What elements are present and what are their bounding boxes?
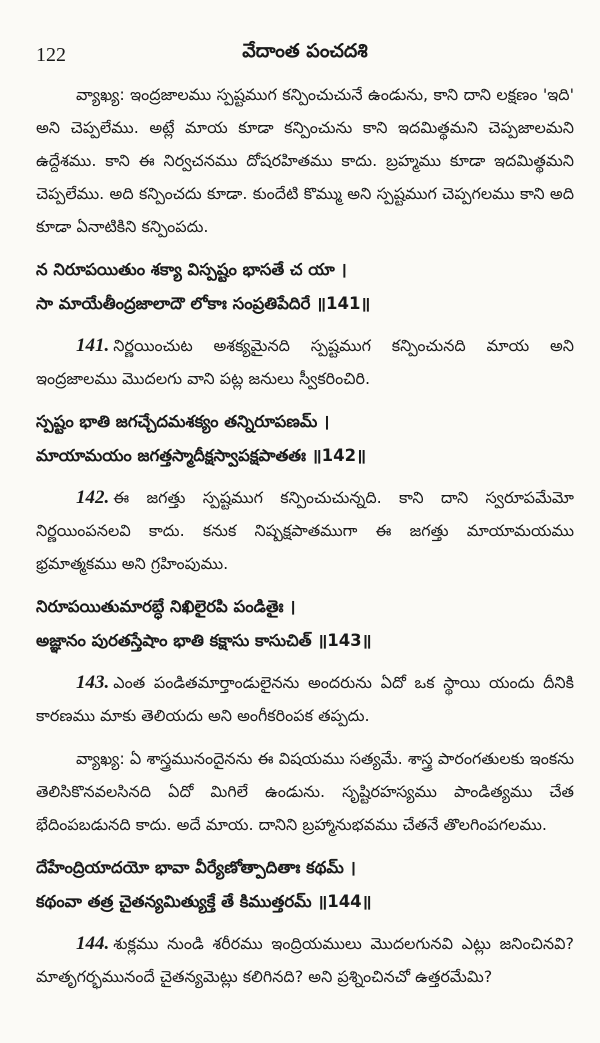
page-header bbox=[36, 0, 574, 78]
verse-line: కథంవా తత్ర చైతన్యమిత్యుక్తే తే కిముత్తరమ్ ॥144॥ bbox=[36, 892, 372, 911]
translation-143 bbox=[36, 666, 574, 732]
translation-text: ఎంత పండితమార్తాండులైనను అందరును ఏదో ఒక స్థాయి యందు దీనికి కారణము మాకు తెలియదు అని అంగీకరింపక తప్పదు. bbox=[36, 673, 574, 725]
translation-text: నిర్ణయించుట అశక్యమైనది స్పష్టముగ కన్పించునది మాయ అని ఇంద్రజాలము మొదలగు వాని పట్ల జనులు స్వీకరించిరి. bbox=[36, 336, 574, 388]
verse-number: 143. bbox=[76, 672, 110, 693]
verse-line: సా మాయేతీంద్రజాలాదౌ లోకాః సంప్రతిపేదిరే ॥141॥ bbox=[36, 294, 371, 313]
translation-141 bbox=[36, 329, 574, 395]
verse-number: 144. bbox=[76, 933, 110, 954]
commentary-paragraph: వ్యాఖ్య: ఇంద్రజాలము స్పష్టముగ కన్పించుచునే ఉండును, కాని దాని లక్షణం 'ఇది' అని చెప్పలేము. అట్లే మాయ కూడా కన్పించును కాని ఇదమిత్థమని చెప్పజాలమని ఉద్దేశము. కాని ఈ నిర్వచనము దోషరహితము కాదు. బ్రహ్మము కూడా ఇదమిత్థమని చెప్పలేము. అది కన్పించదు కూడా. కుందేటి కొమ్ము అని స్పష్టముగ చెప్పగలము కాని అది కూడా ఏనాటికిని కన్పింపదు. bbox=[36, 85, 574, 236]
verse-line: నిరూపయితుమారబ్ధే నిఖిలైరపి పండితైః । bbox=[36, 597, 296, 616]
verse-144 bbox=[36, 851, 574, 919]
verse-141 bbox=[36, 253, 574, 321]
verse-number: 141. bbox=[76, 335, 110, 356]
commentary-paragraph: వ్యాఖ్య: ఏ శాస్త్రమునందైనను ఈ విషయము సత్యమే. శాస్త్ర పారంగతులకు ఇంకను తెలిసికొనవలసినది ఏదో మిగిలే ఉండును. సృష్టిరహస్యము పాండిత్యము చేత భేదింపబడునది కాదు. అదే మాయ. దానిని బ్రహ్మానుభవము చేతనే తొలగింపగలము. bbox=[36, 749, 574, 834]
verse-line: స్పష్టం భాతి జగచ్చేదమశక్యం తన్నిరూపణమ్ । bbox=[36, 412, 330, 431]
translation-144 bbox=[36, 927, 574, 993]
verse-143 bbox=[36, 590, 574, 658]
verse-line: దేహేంద్రియాదయో భావా వీర్యేణోత్పాదితాః కథమ్ । bbox=[36, 858, 356, 877]
translation-142 bbox=[36, 481, 574, 580]
translation-text: శుక్లము నుండి శరీరము ఇంద్రియములు మొదలగునవి ఎట్లు జనించినవి? మాతృగర్భమునందే చైతన్యమెట్లు కలిగినది? అని ప్రశ్నించినచో ఉత్తరమేమి? bbox=[36, 934, 574, 986]
translation-text: ఈ జగత్తు స్పష్టముగ కన్పించుచున్నది. కాని దాని స్వరూపమేమో నిర్ణయింపనలవి కాదు. కనుక నిష్పక్షపాతముగా ఈ జగత్తు మాయామయము భ్రమాత్మకము అని గ్రహింపుము. bbox=[36, 488, 574, 573]
verse-line: న నిరూపయితుం శక్యా విస్పష్టం భాసతే చ యా । bbox=[36, 260, 347, 279]
verse-number: 142. bbox=[76, 487, 110, 508]
page-number: 122 bbox=[36, 44, 66, 66]
verse-line: మాయామయం జగత్తస్మాదీక్షస్వాపక్షపాతతః ॥142॥ bbox=[36, 446, 366, 465]
running-title: వేదాంత పంచదశి bbox=[242, 40, 368, 62]
verse-142 bbox=[36, 405, 574, 473]
verse-line: అజ్ఞానం పురతస్తేషాం భాతి కక్షాసు కాసుచిత్ ॥143॥ bbox=[36, 631, 372, 650]
